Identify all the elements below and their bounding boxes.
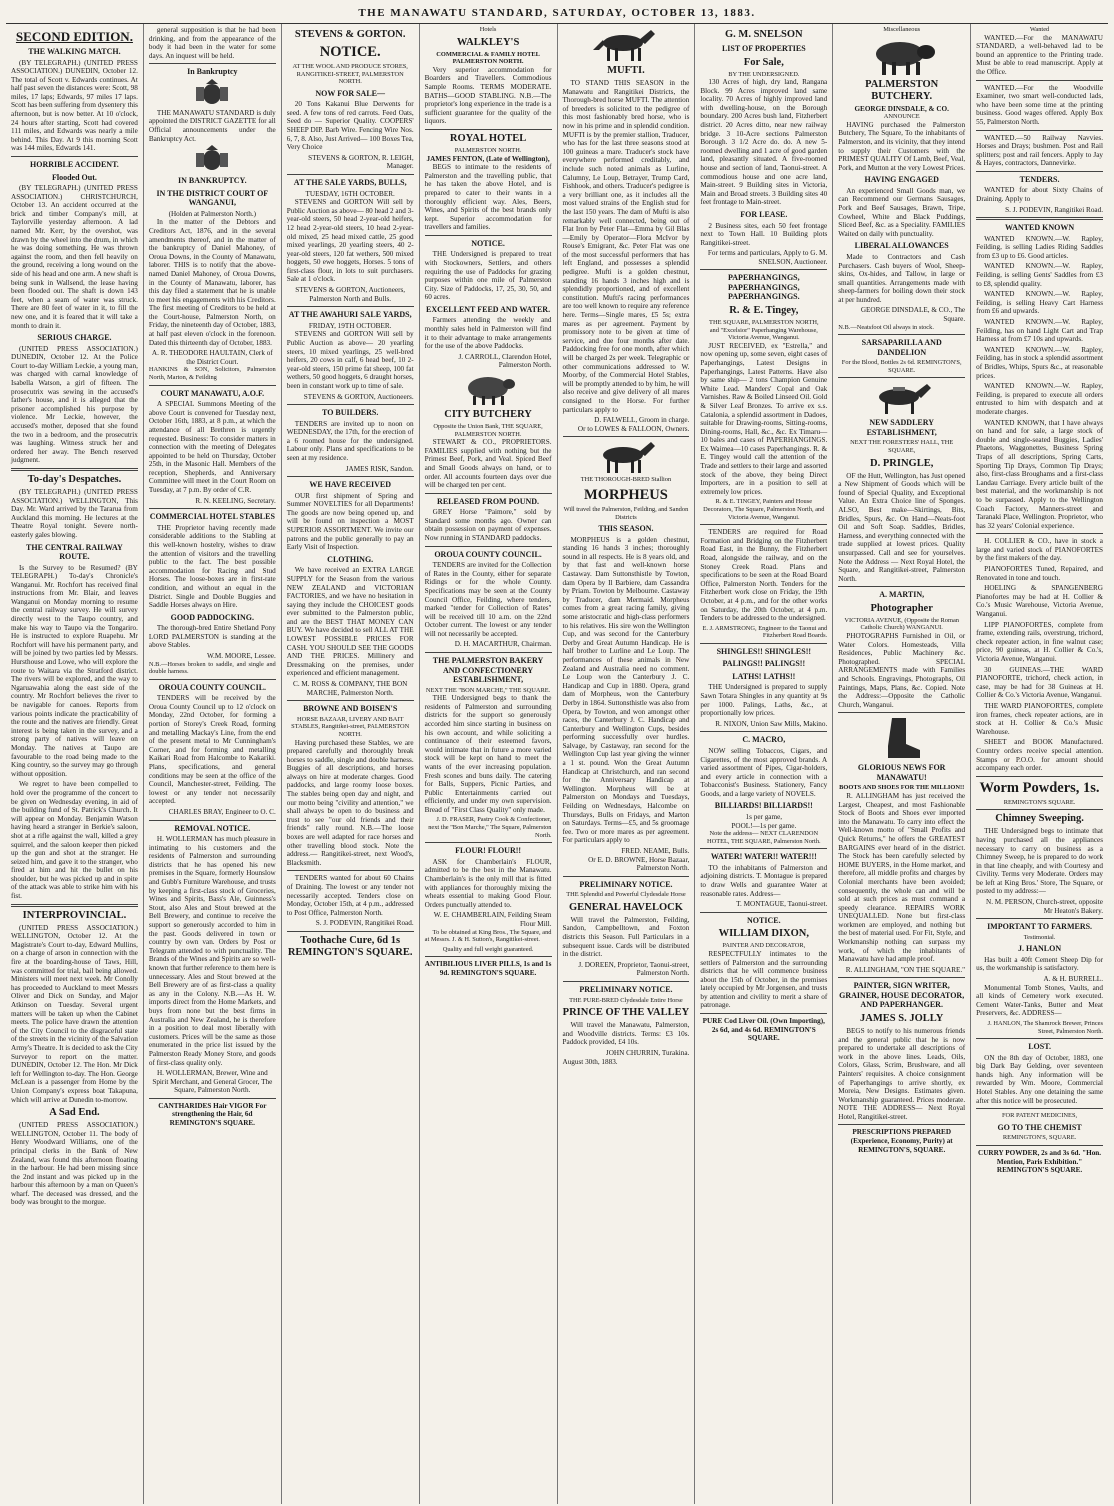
tingey-sign: R. & E. TINGEY, Painters and House Decorators, The Square, Palmerston North, and Victoria Avenue, Wanganui. xyxy=(703,498,825,521)
engaged-heading: HAVING ENGAGED xyxy=(864,175,939,185)
sad-end-heading: A Sad End. xyxy=(49,1107,100,1119)
pringle-text: OF the Hutt, Wellington, has Just opened a New Shipment of Goods which will be found of Special Quality, and Exceptional Value. An Extra Choice line of Sponges. ALSO, Best make—Skirtings, Bits, Bridles, Spurs, &c. On Hand—Neats-foot Oil and Soft Soap. Saddles, Bridles, Harness, and everything connected with the trade supplied at lowest prices. Quality unsurpassed. Call and see for yourselves. Note the Address — Next Royal Hotel, the Square, and Rangitikei-street, Palmerston North. xyxy=(838,471,966,583)
masthead-title: THE MANAWATU STANDARD, SATURDAY, OCTOBER 13, 1883. xyxy=(358,7,756,19)
dixon-sub: PAINTER AND DECORATOR, xyxy=(722,942,806,950)
draining-wanted-text: WANTED for about Sixty Chains of Draining. Apply to xyxy=(976,186,1103,203)
sale-sign: STEVENS & GORTON, R. LEIGH, Manager. xyxy=(308,153,414,171)
mufti-owners: Or to LOWES & FALLOON, Owners. xyxy=(577,424,690,433)
clothing-text: We have received an EXTRA LARGE SUPPLY for the Season from the various NEW ZEALAND and VICTORIAN FACTORIES, and we have no hesitation in saying they include the CHOICEST goods ever submitted to the Palmerston public, and are the BEST THAT MONEY CAN BUY. We have decided to sell ALL AT THE LOWEST POSSIBLE PRICES FOR CASH. YOU SHOULD SEE THE GOODS AND THE PRICES. Millinery and Dressmaking on the premises, under experienced and efficient management. xyxy=(286,566,414,678)
flour-heading: FLOUR! FLOUR!! xyxy=(455,846,522,856)
engaged-text: An experienced Small Goods man, we can Recommend our Germans Sausages, Pork and Beef Sausages, Brawn, Tripe, Cowheel, White and Black Puddings, Sliced Beef, &c. as a Speciality. FAMILIES Waited on daily with punctuality. xyxy=(838,186,966,238)
released-heading: RELEASED FROM POUND. xyxy=(437,496,540,506)
bankruptcy-heading-1: In Bankruptcy xyxy=(187,67,238,77)
wanted-navvies: WANTED.—50 Railway Navvies. Horses and Drays; bushmen. Post and Rail splitters; post and rail fencers. Apply to Jay & Hayes, contractors, Dannevirke. xyxy=(976,133,1103,168)
billiards-sub: 1s per game, xyxy=(745,812,783,821)
ward-text: 30 GUINEAS.—THE WARD PIANOFORTE, trichord, check action, in case, may be had for 38 Guineas at H. Collier & Co.'s Victoria Avenue, Wanganui. xyxy=(976,665,1103,700)
havelock-intro: THE Splendid and Powerful Clydesdale Horse xyxy=(566,891,686,899)
gazette-notice: THE MANAWATU STANDARD is duly appointed the DISTRICT GAZETTE for all Official announcements under the Bankruptcy Act. xyxy=(148,108,276,143)
walking-match-heading: THE WALKING MATCH. xyxy=(28,47,121,56)
pool-line: POOL!—1s per game. xyxy=(731,821,797,830)
wanted-known-5: WANTED KNOWN.—W. Rapley, Feilding, has in stock a splendid assortment of Bridles, Whips, Spurs &c., at reasonable prices. xyxy=(976,345,1103,380)
draining-tenders-text: TENDERS wanted for about 60 Chains of Draining. The lowest or any tender not necessarily accepted. Tenders close on Monday, October 15th, at 4 p.m., addressed to Post Office, Palmerston North. xyxy=(286,874,414,917)
despatches-heading: To-day's Despatches. xyxy=(27,473,122,485)
sarsaparilla-sub: For the Blood, Bottles 2s 6d. REMINGTON'S, SQUARE. xyxy=(841,359,962,374)
this-season: THIS SEASON. xyxy=(598,524,654,534)
paddock-notice-heading: NOTICE. xyxy=(471,238,505,248)
awahuri-sign: STEVENS & GORTON, Auctioneers. xyxy=(303,392,414,401)
interprovincial-heading: INTERPROVINCIAL. xyxy=(22,909,127,921)
lease-list: 2 Business sites, each 50 feet frontage next to Town Hall. 10 Building plots Rangitikei-street. xyxy=(700,221,828,247)
bulls-yards-date: TUESDAY, 16TH OCTOBER. xyxy=(305,189,395,198)
collier-text: H. COLLIER & CO., have in stock a large and varied stock of PIANOFORTES by the first makers of the day. xyxy=(976,537,1103,563)
announce: ANNOUNCE xyxy=(883,113,920,121)
morpheus-heading: MORPHEUS xyxy=(584,486,668,503)
clothing-heading: CLOTHING. xyxy=(327,554,374,564)
horse-icon xyxy=(591,440,661,474)
patent-heading: FOR PATENT MEDICINES, xyxy=(1002,1112,1078,1120)
despatches-text: (BY TELEGRAPH.) (UNITED PRESS ASSOCIATION.) WELLINGTON, This Day. Mr. Ward arrived by the Tararua from Auckland this morning. He lectures at the Theatre Royal tonight. Severe north-easterly gales blowing. xyxy=(11,487,138,539)
notice-heading: NOTICE. xyxy=(319,44,381,60)
stables-text: THE Proprietor having recently made considerable additions to the Stabling at this well-known hostelry, wishes to draw the attention of visitors and the travelling public to the fact. The best possible accommodation for Racing and Stud Horses. The loose-boxes are in first-rate condition, and without an equal in the District. Single and Double Buggies and Saddle Horses always on Hire. xyxy=(148,523,276,610)
prince-intro: THE PURE-BRED Clydesdale Entire Horse xyxy=(569,996,683,1004)
photographer-heading: Photographer xyxy=(870,602,933,614)
dixon-notice: NOTICE. xyxy=(747,915,781,925)
paddocking-heading: GOOD PADDOCKING. xyxy=(170,612,255,622)
district-court-text: In the matter of the Debtors and Creditors Act, 1876, and in the several amendments thereof, and in the matter of the bankruptcy of Daniel Mahoney, of Oroua Downs, in the County of Manawatu, laborer. THIS is to notify that the above-named Daniel Mahoney, of Oroua Downs, in the County of Manawatu, laborer, has this day filed a statement that he is unable to meet his engagements with his Creditors. The first meeting of Creditors to be held at the Court-house, Palmerston North, on Friday, the nineteenth day of October, 1883, at half past eleven o'clock in the forenoon. Dated this thirteenth day of October, 1883. xyxy=(148,218,276,347)
butchery-text: HAVING purchased the Palmerston Butchery, The Square, To the inhabitants of Palmerston, and its vicinity, that they intend to supply their Customers with the PRIMEST QUALITY Of Lamb, Beef, Veal, Pork, and Mutton at the very Lowest Prices. xyxy=(838,120,966,172)
royal-hotel-heading: ROYAL HOTEL xyxy=(449,132,527,144)
bull-icon xyxy=(862,36,942,76)
column-8 xyxy=(971,24,1108,1504)
serious-charge-text: (UNITED PRESS ASSOCIATION.) DUNEDIN, October 12. At the Police Court to-day William Leckie, a young man, was charged with carnal knowledge of Isabella Watson, a girl of fifteen. The prosecutrix was sewing in the accused's father's house, and it is alleged that the prisoner accomplished his purpose by violence. Mr Leckie, however, the accused's mother, deposed that she found the two in a bedroom, and the prosecutrix was laughing. Witness struck her and ordered her away. The Bench reserved judgment. xyxy=(11,344,138,465)
list-heading: LIST OF PROPERTIES xyxy=(721,44,806,53)
macro-heading: C. MACRO, xyxy=(742,735,786,745)
walkleys-sub: COMMERCIAL & FAMILY HOTEL PALMERSTON NORTH. xyxy=(436,50,540,66)
wanted-known-heading: WANTED KNOWN xyxy=(1005,223,1075,233)
tingey-text: JUST RECEIVED, ex "Estrella," and now opening up, some seven, eight cases of Paperhangings, Latest Designs in Paperhangings, Latest Patterns. Have also by same ship— 2 tons Champion Genuine White Lead. Manders' Copal and Oak Varnishes. Raw & Boiled Linseed Oil. Gold & Silver Leaf Bronzes. To arrive ex s.s. Catalonia, a splendid assortment in Dadoes, suitable for Drawing-rooms, Sitting-rooms, Dining-rooms, Hall, &c., &c. Ex Timaru— 10 bales and cases of PAPERHANGINGS. Ex Waimea—10 cases Paperhangings. R. & E. Tingey would call the attention of the Trade and settlers to their large and assorted stock of the above, they being Direct Importers, are in a position to sell at extremely low prices. xyxy=(700,341,828,496)
jolly-heading: JAMES S. JOLLY xyxy=(860,1012,944,1024)
wanted-known-1: WANTED KNOWN.—W. Rapley, Feilding, is selling Ladies Riding Saddles from £3 up to £6. Good articles. xyxy=(976,234,1103,260)
allingham-sign: R. ALLINGHAM, "ON THE SQUARE." xyxy=(845,965,966,974)
dixon-text: RESPECTFULLY intimates to the settlers of Palmerston and the surrounding districts that he will commence business about the 15th of October, in the premises lately occupied by Mr Jorgensen, and trusts by attention and civility to merit a share of patronage. xyxy=(700,949,828,1010)
accident-heading: HORRIBLE ACCIDENT. xyxy=(30,160,119,170)
lease-sign: For terms and particulars, Apply to G. M. SNELSON, Auctioneer. xyxy=(707,249,828,266)
palings-heading: PALINGS!! PALINGS!! xyxy=(722,659,806,669)
city-butchery-text: STEWART & CO., PROPRIETORS. FAMILIES supplied with nothing but the Primest Beef, Pork, and Veal. Spiced Beef and Small Goods always on hand, or to order. All accounts fourteen days over due will be charged ten per cent. xyxy=(424,438,552,490)
farmers-heading: IMPORTANT TO FARMERS. xyxy=(987,922,1093,932)
dixon-heading: WILLIAM DIXON, xyxy=(718,928,810,940)
by-undersigned: BY THE UNDERSIGNED. xyxy=(728,70,800,78)
shingles-text: THE Undersigned is prepared to supply Sawn Totara Shingles in any quantity at 9s per 1000. Palings, Laths, &c., at proportionally low prices. xyxy=(700,683,828,718)
hoeling-text: HOELING & SPANGENBERG Pianofortes may be had at H. Collier & Co.'s Music Warehouse, Victoria Avenue, Wanganui. xyxy=(976,584,1103,619)
bazaar-heading: BROWNE AND BOISEN'S xyxy=(303,704,398,714)
received-heading: WE HAVE RECEIVED xyxy=(309,480,392,490)
district-court-clerk: A. R. THEODORE HAULTAIN, Clerk of the District Court. xyxy=(151,349,273,366)
oroua-rates-heading: OROUA COUNTY COUNCIL. xyxy=(434,549,542,559)
martin-text: PHOTOGRAPHS Furnished in Oil, or Water Colors. Homesteads, Villa Residences, Public Machinery &c. Photographed. SPECIAL ARRANGEMENTS made with Families and Schools. Engravings, Photographs, Oil Paintings, Maps, Plans, &c. Copied. Note the Address:—Opposite the Catholic Church, Wanganui. xyxy=(838,632,966,709)
chimney-text: THE Undersigned begs to intimate that having purchased all the appliances necessary to carry on business as a Chimney Sweep, he is prepared to do work in that line cheaply, and with Courtesy and Civility. Terms very Moderate. Orders may be left at King Bros.' Store, The Square, or posted to my address:— xyxy=(976,827,1103,896)
clothing-sign: C. M. ROSS & COMPANY, THE BON MARCHE, Palmerston North. xyxy=(293,680,408,697)
palmerston-butchery-heading: PALMERSTON BUTCHERY. xyxy=(865,78,939,102)
paperhangings-heading: PAPERHANGINGS, PAPERHANGINGS, PAPERHANGINGS. xyxy=(727,273,800,302)
havelock-heading: GENERAL HAVELOCK xyxy=(569,901,683,913)
laths-heading: LATHS! LATHS!! xyxy=(732,671,796,681)
toothache-ad: Toothache Cure, 6d 1s REMINGTON'S SQUARE. xyxy=(287,934,413,958)
wanted-known-4: WANTED KNOWN.—W. Rapley, Feilding, has on hand Light Cart and Trap Harness at from £7 10s and upwards. xyxy=(976,318,1103,344)
curry-powder-ad: CURRY POWDER, 2s and 3s 6d. "Hon. Mention, Paris Exhibition." REMINGTON'S SQUARE. xyxy=(978,1148,1102,1175)
flour-sign: W. E. CHAMBERLAIN, Feilding Steam Flour Mill. xyxy=(433,911,552,928)
wanted-known-7: WANTED KNOWN, that I have always on hand and for sale, a large stock of double and single-seated Buggies, Ladies' Phaetons, Waggonettes, Business Spring Traps of all descriptions, Spring Carts, Sporting Tip Drays, Common Tip Drays; also, first-class Broughams and a first-class Landau Carriage. Every article built of the best material, and the workmanship is not to be surpassed. Apply to the Wellington Coach Factory, Manners-street and Taranaki Place, Wellington. Proprietor, who has 32 years' Colonial experience. xyxy=(976,418,1103,530)
builders-heading: TO BUILDERS. xyxy=(322,408,379,418)
shingles-heading: SHINGLES!! SHINGLES!! xyxy=(716,646,812,656)
bakery-text: THE Undersigned begs to thank the residents of Palmerston and surrounding districts for the support so generously accorded him since starting in business on his own account, and while soliciting a continuance of their esteemed favors, would intimate that in future a more varied stock will be kept on hand to meet the wants of the ever increasing population. Fresh scones and buns daily. The catering for Balls, Suppers, Picnic Parties, and Public Entertainments carried out efficiently, and under my own supervision. Bread of "First Class Quality" only made. xyxy=(424,694,552,814)
chimney-sign: N. M. PERSON, Church-street, opposite Mr Heaton's Bakery. xyxy=(986,898,1103,915)
saddlery-sub: NEXT THE FORESTERS' HALL, THE SQUARE, xyxy=(850,439,954,455)
walkleys-text: Very superior accommodation for Boarders and Travellers. Commodious Sample Rooms. TERMS MODERATE. BATHS—GOOD STABLING. N.B.—The proprietor's long experience in the trade is a sufficient guarantee for the quality of the liquors. xyxy=(424,65,552,126)
allowances-text: Made to Contractors and Cash Purchasers. Cash buyers of Wool, Sheep-skins, Ox-hides, and Tallow, in large or small quantities. Arrangements made with sheep-farmers for boiling down their stock at per hundred. xyxy=(838,252,966,304)
hanlon-more: Monumental Tomb Stones, Vaults, and all kinds of Cemetery work executed. Cement Water-Tanks, Butter and Meat Preservers, &c. ADDRESS— xyxy=(976,983,1103,1018)
sheep-icon xyxy=(458,372,518,406)
wanted-printers: WANTED.—For the Woodville Examiner, two smart well-conducted lads, who have been some time at the printing business. Good wages offered. Apply Box 55, Palmerston North. xyxy=(976,83,1103,126)
worm-powders-heading: Worm Powders, 1s. xyxy=(979,779,1100,796)
for-sale-heading: For Sale, xyxy=(743,56,784,68)
column-4 xyxy=(420,24,558,1504)
bakery-heading: THE PALMERSTON BAKERY AND CONFECTIONERY ESTABLISHMENT, xyxy=(432,656,544,685)
miscellaneous-heading: Miscellaneous xyxy=(883,26,921,33)
hanlon-heading: J. HANLON xyxy=(1018,944,1062,954)
wanted-heading: Wanted xyxy=(1029,26,1050,33)
water-sign: T. MONTAGUE, Taonui-street. xyxy=(736,900,828,909)
awahuri-list: STEVENS and GORTON Will sell by Public Auction as above— 20 yearling steers, 10 mixed yearlings, 25 well-bred heifers, 20 cows in calf, 6 head beef, 10 2-year-old steers, 150 prime fat sheep, 100 fat wethers, 50 good hoggets, 6 draught horses, been in constant work up to time of sale. xyxy=(286,330,414,390)
for-lease-heading: FOR LEASE. xyxy=(740,210,788,219)
aof-heading: COURT MANAWATU, A.O.F. xyxy=(160,388,265,398)
district-court-solicitors: HANKINS & SON, Solicitors, Palmerston North, Marton, & Feilding xyxy=(148,366,276,382)
stores-line: AT THE WOOL AND PRODUCE STORES, xyxy=(292,63,408,70)
macro-text: NOW selling Tobaccos, Cigars, and Cigarettes, of the most approved brands. A varied assortment of Pipes, Cigar-holders, and every article in connection with a Tobacconist's Business. Stationery, Fancy Goods, and a large variety of NOVELS. xyxy=(700,746,828,798)
bazaar-text: Having purchased these Stables, we are prepared carefully and thoroughly break horses to saddle, single and double harness. Buggies of all descriptions, and horses always on hire at moderate charges. Good paddocks, and large roomy loose boxes. The stables being open day and night, and our motto being "civility and attention," we shall always be open to do business and trust to see "our old friends and their friends" rally round. N.B.—The loose boxes are well adapted for race horses and other travelling blood stock. Note the address.— Rangitikei-street, next Wood's, Blacksmith. xyxy=(286,738,414,867)
accident-text: (BY TELEGRAPH.) (UNITED PRESS ASSOCIATION.) CHRISTCHURCH, October 13. An accident occurred at the brick and timber Company's mill, at Taylorville yesterday afternoon. A lad named Mr. Kerr, by the overshot, was drawn by the wheel into the drum, in which he was doing something. He was thrown against the room, and then fell heavily on the ground, receiving a long wound on the side of his head and one arm. A new shaft is being sunk in Wallsend, the lease having been flooded out. The shaft is down 143 feet, when a seam of water was struck. There are 80 feet of water in it, to fill the new one, and it is feared that it will take a month to drain it. xyxy=(11,184,138,330)
hanlon-sign: A. & H. BURRELL. xyxy=(1043,975,1103,984)
morpheus-or: Or E. D. BROWNE, Horse Bazaar, Palmerston North. xyxy=(588,855,690,873)
martin-heading: A. MARTIN, xyxy=(879,590,925,600)
paddock-notice-text: THE Undersigned is prepared to treat with Stockowners, Settlers, and others requiring the use of Paddocks for grazing purposes within one mile of Palmerston City. Size of Paddocks, 17, 25, 30, 50, and 60 acres. xyxy=(424,250,552,302)
bankruptcy-heading-2: IN BANKRUPTCY. xyxy=(178,176,247,186)
walking-match-text: (BY TELEGRAPH.) (UNITED PRESS ASSOCIATION.) DUNEDIN, October 12. The total of Scott v. Edwards continues. At half past seven the distances were: Scott, 98 miles, 17 laps; Edwards, 97 miles 17 laps. Scott has been suffering from dysentery this afternoon, but is now better. At 10 o'clock, 24 hours after starting, Scott had covered 111 miles, and Edwards was nearly a mile behind. This Day. At 9 this morning Scott was 144 miles, Edwards 141. xyxy=(11,58,138,153)
paddocking-nb: N.B.—Horses broken to saddle, and single and double harness. xyxy=(148,660,276,676)
pringle-heading: D. PRINGLE, xyxy=(870,457,934,469)
morpheus-text: MORPHEUS is a golden chestnut, standing 16 hands 3 inches; thoroughly sound in all respects. He is 8 years old, and by that fast and well-known horse Castaway. Dam Suttonsthistle by Towton, dam Opera by Il Barbiere, dam Cassandra by Priam. Towton by Melbourne. Castaway by Traducer, dam Mermaid. Morpheus comes from a great racing family, giving some aristocratic and high-class performers to his relatives. His sire won the Wellington Cup, and was second for the Canterbury Derby and Great Autumn Handicap. He is half brother to Lurline and Le Loup. The performances of these animals in New Zealand and Australia need no comment. Le Loup won the Canterbury J. C. Handicap and Cup in 1880. Opera, grand dam of Morpheus, won the Canterbury Derby in 1864. Suttonsthistle was also from Opera, by Towton, and won amongst other races, the Canterbury J. C. Handicap and Canterbury and Wellington Cups, besides performing successfully over hurdles. Salvage, by Castaway, ran second for the Wellington Cup last year giving the winner a 1 st. pound. Won the Great Autumn Handicap at Christchurch, and ran second for the Anniversary Handicap at Wellington. Morpheus will be at Palmerston on Mondays and Tuesdays, Feilding on Wednesdays, Halcombe on Thursdays, Bulls on Fridays, and Marton on Saturdays. Terms—£5, and 5s groomage fee. Two or more mares as per agreement. For particulars apply to xyxy=(562,535,690,845)
prince-heading: PRINCE OF THE VALLEY xyxy=(562,1007,690,1019)
testimonial-heading: Testimonial. xyxy=(1023,933,1056,941)
awahuri-date: FRIDAY, 19TH OCTOBER. xyxy=(308,321,392,330)
lipp-text: LIPP PIANOFORTES, complete from frame, extending rails, overstrung, trichord, check repeater action, in fine walnut case; price, 90 guineas, at H. Collier & Co.'s, Victoria Avenue, Wanganui. xyxy=(976,620,1103,663)
city-butchery-heading: CITY BUTCHERY xyxy=(444,409,532,420)
ward2-text: THE WARD PIANOFORTES, complete iron frames, check repeater actions, are in stock at H. Collier & Co.'s Music Warehouse. xyxy=(976,701,1103,736)
royal-hotel-owner: JAMES FENTON, (Late of Wellington), xyxy=(426,154,550,163)
interprovincial-text: (UNITED PRESS ASSOCIATION.) WELLINGTON, October 12. At the Magistrate's Court to-day, Edward Mullins, on a charge of arson in connection with the fire at the boarding-house of Taws, Hill, was committed for trial, bail being allowed. Ministers will meet next week. Mr Conolly has proceeded to Auckland to meet Messrs Oliver and Dick on Sunday, and Major Atkinson on Tuesday. Several urgent matters will be taken up when the Cabinet meets. The police have drawn the attention of the City Council to the disgraceful state of the streets in the vicinity of the Salvation Army's Theatre. It is decided to ask the City Surveyor to report on the matter. DUNEDIN, October 12. The Hon. Mr Dick left for Wellington to-day. The Hon. George McLean is a passenger from Home by the Union Company's express boat Takapuna, which will arrive at Dunedin to-morrow. xyxy=(11,923,138,1104)
road-tenders-text: TENDERS are required for Road Formation and Bridging on the Fitzherbert Road East, in the Bunny, the Fitzherbert Road, alongside the railway, and on the Stoney Creek Road. Plans and specifications to be seen at the Road Board Office, Palmerston North. Tenders for the Fitzherbert work close on Friday, the 19th October, at 4 p.m., and for the other works on Saturday, the 20th October, at 4 p.m. Tenders to be addressed to the undersigned. xyxy=(700,528,828,623)
prescriptions-ad: PRESCRIPTIONS PREPARED (Experience, Economy, Purity) at REMINGTON'S, SQUARE. xyxy=(850,1128,953,1154)
feed-heading: EXCELLENT FEED AND WATER. xyxy=(426,304,551,314)
prelim-heading-1: PRELIMINARY NOTICE. xyxy=(579,879,673,889)
sheet-text: SHEET and BOOK Manufactured. Country orders receive special attention. Stamps or P.O.O. for amount should accompany each order. xyxy=(976,738,1103,773)
water-text: TO the inhabitants of Palmerston and adjoining districts. T. Montague is prepared to draw Wells and guarantee Water at reasonable rates. Address— xyxy=(700,863,828,898)
column-2 xyxy=(144,24,282,1504)
stevens-gorton-heading: STEVENS & GORTON. xyxy=(294,29,406,40)
removal-heading: REMOVAL NOTICE. xyxy=(174,823,251,833)
paddocking-sign: W.M. MOORE, Lessee. xyxy=(206,651,276,660)
local-text: We regret to have been compelled to hold over the programme of the concert to be given on Wednesday evening, in aid of the building fund of St. Patrick's Church. It will appear on Monday. Benjamin Watson having heard a stranger in Berkie's saloon, shot at a rifle against the wall, killed a grey squirrel, and the saloon keeper then picked up the gun and shot at the stranger. He seized him, and gave it to the stranger, who fired at him and hit the bullet on his shoulder, but he was picked up and in spite of the attack was able to strike him with his fist. xyxy=(11,780,138,901)
aof-sign: R. N. KEELING, Secretary. xyxy=(195,496,276,505)
tingey-heading: R. & E. Tingey, xyxy=(729,304,799,316)
boot-icon xyxy=(882,716,922,760)
royal-hotel-text: BEGS to intimate to the residents of Palmerston and the travelling public, that he has taken the above Hotel, and is prepared to cater to their wants in a thoroughly efficient way. Ales, Beers, Wines, and Spirits of the best brands only kept. Superior accommodation for travellers and families. xyxy=(424,163,552,232)
flour-quality: Quality and full weight guaranteed. xyxy=(442,945,534,953)
royal-crest-icon xyxy=(192,145,232,173)
morpheus-sub: Will travel the Palmerston, Feilding, and Sandon Districts xyxy=(563,505,689,521)
royal-crest-icon xyxy=(192,79,232,107)
allowances-heading: LIBERAL ALLOWANCES xyxy=(854,241,949,251)
wanted-known-2: WANTED KNOWN.—W. Rapley, Feilding, is selling Gents' Saddles from £3 to £8, splendid quality. xyxy=(976,262,1103,288)
sarsaparilla-heading: SARSAPARILLA AND DANDELION xyxy=(861,338,942,357)
masthead xyxy=(6,4,1108,24)
snelson-heading: G. M. SNELSON xyxy=(725,29,803,40)
cantharides-ad: CANTHARIDES Hair VIGOR For strengthening the Hair, 6d REMINGTON'S SQUARE. xyxy=(158,1101,267,1128)
wanted-known-3: WANTED KNOWN.—W. Rapley, Feilding, is selling Heavy Cart Harness from £6 and upwards. xyxy=(976,290,1103,316)
mufti-sign: D. FALWELL, Groom in charge. xyxy=(594,416,690,425)
stables-heading: COMMERCIAL HOTEL STABLES xyxy=(149,512,275,522)
road-tenders-sign: E. J. ARMSTRONG, Engineer to the Taonui and Fitzherbert Road Boards. xyxy=(702,624,828,640)
martin-address: VICTORIA AVENUE, (Opposite the Roman Catholic Church) WANGANUI. xyxy=(844,616,959,632)
jolly-text: BEGS to notify to his numerous friends and the general public that he is now prepared to undertake all descriptions of work in the above lines. Leads, Oils, Colors, Glass, Scrim, Brushware, and all Painters' requisites. A choice consignment of Paperhangings to arrive shortly, ex Moreia, New Designs. Estimates given. Workmanship guaranteed. Prices moderate. NOTE THE ADDRESS— Next Royal Hotel, Rangitikei-street. xyxy=(838,1026,966,1121)
sad-end-text: (UNITED PRESS ASSOCIATION.) WELLINGTON, October 11. The body of Henry Woodward Williams, one of the principal clerks in the Bank of New Zealand, was found this afternoon floating in the harbour. He had been missing since the 2nd instant and was picked up in the harbour this afternoon by a man on Queen's wharf. The deceased was dressed, and the body was brought to the morgue. xyxy=(11,1121,138,1207)
tingey-and: and "Excelsior" Paperhanging Warehouse, Victoria Avenue, Wanganui. xyxy=(709,326,818,342)
columns xyxy=(6,24,1108,1504)
hotels-heading: Hotels xyxy=(479,26,497,33)
neatsfoot-nb: N.B.—Neatsfoot Oil always in stock. xyxy=(838,323,934,331)
allingham-text: R. ALLINGHAM has just received the Largest, Cheapest, and most Fashionable Stock of Boots and Shoes ever imported into the Manawatu. To carry into effect the Well-known motto of "Small Profits and Quick Returns," he offers the GREATEST BARGAINS ever heard of in the district. The Stock has been carefully selected by HOME BUYERS, in the Home market, and therefore, all middle profits and charges by Colonial merchants have been avoided; consequently, the whole can and will be sold at such prices as must command a speedy clearance. REPAIRS WORK UNEQUALLED. None but first-class workmen are employed, and nothing but the best of material used. For Fit, Style, and Workmanship nothing can surpass my work, of which the inhabitants of Manawatu have had ample proof. xyxy=(838,791,966,964)
received-text: OUR first shipment of Spring and Summer NOVELTIES for all Departments! The goods are now being opened up, and will be found on inspection a MOST SUPERIOR ASSORTMENT. We invite our patrons and the public generally to pay an Early Visit of Inspection. xyxy=(286,491,414,552)
bulls-yards-sign: STEVENS & GORTON, Auctioneers, Palmerston North and Bulls. xyxy=(295,286,406,303)
railway-heading: THE CENTRAL RAILWAY ROUTE. xyxy=(26,542,123,561)
oroua-rates-sign: D. H. MACARTHUR, Chairman. xyxy=(454,640,552,649)
column-6 xyxy=(695,24,833,1504)
tingey-sub: THE SQUARE, PALMERSTON NORTH, xyxy=(709,318,819,326)
prince-text: Will travel the Manawatu, Palmerston, and Woodville districts. Terms: £3 10s. Paddock provided, £4 10s. xyxy=(562,1021,690,1047)
morpheus-intro: THE THOROUGH-BRED Stallion xyxy=(580,476,672,484)
havelock-text: Will travel the Palmerston, Feilding, Sandon, Campbelltown, and Foxton districts this Season. Full Particulars in a subsequent issue. Cards will be distributed in the district. xyxy=(562,915,690,959)
liver-pills-ad: ANTIBILIOUS LIVER PILLS, 1s and 1s 9d. REMINGTON'S SQUARE. xyxy=(424,960,552,977)
aof-text: A SPECIAL Summons Meeting of the above Court is convened for Tuesday next, October 16th, 1883, at 8 p.m., at which the attendance of all Brethren is urgently requested. Business: To consider matters in connection with the meeting of Delegates appointed to be held on Thursday, October 25th, in the Masonic Hall. Members of the reception, Shepherds, and Anniversary Committee will meet in the Court Room on Tuesday, at 7 p.m. By order of C.R. xyxy=(148,400,276,495)
saddle-horse-icon xyxy=(867,381,937,415)
wanted-apprentice: WANTED.—For the MANAWATU STANDARD, a well-behaved lad to be bound an apprentice to the Printing trade. Must be able to read manuscript. Apply at the Office. xyxy=(976,33,1103,76)
second-edition-heading: SECOND EDITION. xyxy=(15,29,133,44)
walkleys-heading: WALKLEY'S xyxy=(456,36,520,48)
removal-sign: H. WOLLERMAN, Brewer, Wine and Spirit Merchant, and General Grocer, The Square, Palmerston North. xyxy=(152,1069,273,1095)
draining-tenders-heading: TENDERS. xyxy=(1019,174,1060,184)
district-court-heading: IN THE DISTRICT COURT OF WANGANUI, xyxy=(156,188,269,208)
billiards-heading: BILLIARDS! BILLIARDS!! xyxy=(714,801,813,811)
oroua-rates-text: TENDERS are invited for the Collection of Rates in the County, either for separate Ridings or for the whole County. Specifications may be seen at the County Council Office, Feilding, where tenders, marked "tender for Collection of Rates" will be received till 10 a.m. on the 22nd October current. The lowest or any tender will not necessarily be accepted. xyxy=(424,561,552,638)
prelim-heading-2: PRELIMINARY NOTICE. xyxy=(579,985,673,995)
prince-date: August 30th, 1883. xyxy=(562,1057,618,1066)
draining-tenders-sign: S. J. PODEVIN, Rangitikei Road. xyxy=(315,919,414,928)
havelock-sign: J. DOREEN, Proprietor, Taonui-street, Palmerston North. xyxy=(578,960,690,978)
goto-chemist: GO TO THE CHEMIST xyxy=(997,1122,1082,1132)
worm-powders-sub: REMINGTON'S SQUARE. xyxy=(1003,798,1076,806)
feed-sign: J. CARROLL, Clarendon Hotel, Palmerston North. xyxy=(458,352,552,370)
chimney-heading: Chimney Sweeping. xyxy=(995,813,1084,825)
wanted-known-6: WANTED KNOWN.—W. Rapley, Feilding, is prepared to execute all orders entrusted to him with despatch and at moderate charges. xyxy=(976,382,1103,416)
mufti-text: TO STAND THIS SEASON in the Manawatu and Rangitikei Districts, the Thorough-bred horse MUFTI. The attention of breeders is solicited to the pedigree of this most fashionably bred horse, who is now in his prime and in splendid condition. MUFTI is by the premier stallion, Traducer, who has for the last three seasons stood at 100 guineas a mare. Traducer's stock have everywhere performed creditably, and include such noted animals as Lurline, Calumny, Le Loup, Betrayer, Trump Card, Fishhook, and others. Traducer's pedigree is a very brilliant one, as it includes all the most valued strains of the English stud for the last 150 years. The dam of Mufti is also remarkably well connected, being out of Flat Iron by Peter Flat—Emma by Gil Blas—Emily by Operator—Flora McIvor by Rouse's Emigrant, &c. Peter Flat was one of the most successful performers that has left England, and possesses a splendid pedigree. Mufti is a golden chestnut, standing 16 hands 3 inches high and is splendidly proportioned, and of excellent constitution. Mufti's racing performances are too well known to require any reference here. Terms—Single mares, £5 5s; extra mares as per agreement. Payment by promissory note to be given at time of service, and due four months after date. Paddocking free for one month, after which will be charged 2s per week. Telegraphic or other communications addressed to W. Moorby, of the Commercial Hotel Stables, will be promptly attended to by him, he will also receive and give delivery of all mares consigned to the Horse. For further particulars apply to xyxy=(562,79,690,414)
bakery-sub: NEXT THE "BON MARCHE," THE SQUARE. xyxy=(425,686,551,694)
flour-obtain: To be obtained at King Bros., The Square, and at Messrs. J. & H. Sutton's, Rangitikei-street. xyxy=(424,928,552,944)
morpheus-sign: FRED. NEAME, Bulls. xyxy=(621,847,690,855)
bakery-sign: J. D. FRASER, Pastry Cook & Confectioner, next the "Bon Marche," The Square, Palmerston North. xyxy=(428,816,552,839)
flour-text: ASK for Chamberlain's FLOUR, admitted to be the best in the Manawatu. Chamberlain's is the only mill that is fitted with appliances for thoroughly mixing the wheats essential to making Good Flour. Orders punctually attended to. xyxy=(424,857,552,909)
city-butchery-sub: Opposite the Union Bank, THE SQUARE, PALMERSTON NORTH. xyxy=(433,423,543,438)
lost-heading: LOST. xyxy=(1028,1042,1051,1052)
feed-text: Farmers attending the weekly and monthly sales held in Palmerston will find it to their advantage to make arrangements for the use of the above Paddocks. xyxy=(424,316,552,351)
cod-liver-ad: PURE Cod Liver Oil. (Own Importing), 2s 6d, and 4s 6d. REMINGTON'S SQUARE. xyxy=(702,1017,825,1043)
column-1 xyxy=(6,24,144,1504)
builders-sign: JAMES RISK, Sandon. xyxy=(345,464,414,473)
royal-hotel-sub: PALMERSTON NORTH. xyxy=(454,146,522,154)
pianofortes-text: PIANOFORTES Tuned, Repaired, and Renovated in tone and touch. xyxy=(976,565,1103,582)
oroua-text: TENDERS will be received by the Oroua County Council up to 12 o'clock on Monday, 22nd October, for forming a portion of Storey's Creek Road, forming and metalling Mackay's Line, from the end of the present metal to Mr Cunningham's Corner, and for forming and metalling Kaikari Road from Halcombe to Kakariki. Plans, specifications, and general conditions may be seen at the office of the Council, Manchester-street, Feilding. The lowest or any tender not necessarily accepted. xyxy=(148,694,276,806)
now-for-sale: NOW FOR SALE— xyxy=(315,88,385,98)
flooded-heading: Flooded Out. xyxy=(51,172,97,182)
oroua-heading: OROUA COUNTY COUNCIL. xyxy=(158,682,267,692)
bazaar-sub: HORSE BAZAAR, LIVERY AND BAIT STABLES, Rangitikei-street, PALMERSTON NORTH. xyxy=(291,715,410,738)
hanlon-address: J. HANLON, The Shamrock Brewer, Princes Street, Palmerston North. xyxy=(987,1020,1103,1035)
mufti-heading: MUFTI. xyxy=(607,65,645,76)
paddocking-text: The thorough-bred Entire Shetland Pony LORD PALMERSTON is standing at the above Stables. xyxy=(148,624,276,650)
bulls-yards-heading: AT THE SALE YARDS, BULLS, xyxy=(293,178,407,188)
serious-charge-heading: SERIOUS CHARGE. xyxy=(37,333,112,343)
column-3 xyxy=(282,24,420,1504)
goto-chemist-sub: REMINGTON'S, SQUARE. xyxy=(1002,1134,1077,1142)
column-5 xyxy=(558,24,696,1504)
stores-address: RANGITIKEI-STREET, PALMERSTON NORTH. xyxy=(296,70,404,86)
hanlon-text: Has built a 40ft Cement Sheep Dip for us, the workmanship is satisfactory. xyxy=(976,955,1103,973)
horse-icon xyxy=(591,28,661,62)
inquest-text: general supposition is that he had been drinking, and from the appearance of the body it had been in the water for some days. An inquest will be held. xyxy=(148,26,276,60)
sale-list: 20 Tons Kakanui Blue Derwents for seed. A few tons of red carrots. Feed Oats, Seed do — Superior Quality. COOPERS' SHEEP DIP. Barb Wire. Fencing Wire Nos. 6, 7, 8. Also, Just Arrived— 100 Boxes Tea, Very Choice xyxy=(286,100,414,152)
awahuri-heading: AT THE AWAHURI SALE YARDS, xyxy=(288,310,412,320)
district-court-sub: (Holden at Palmerston North.) xyxy=(168,209,257,218)
released-text: GREY Horse "Paimore," sold by Standard some months ago. Owner can obtain possession on payment of expenses. Now running in STANDARD paddocks. xyxy=(424,508,552,543)
water-heading: WATER! WATER!! WATER!!! xyxy=(710,852,817,862)
lost-text: ON the 8th day of October, 1883, one big Dark Bay Gelding, over seventeen hands high. Any information will be rewarded by Wm. Moore, Commercial Hotel Stables. Any one detaining the same after this notice will be prosecuted. xyxy=(976,1053,1103,1105)
draining-wanted-sign: S. J. PODEVIN, Rangitikei Road. xyxy=(1005,205,1103,214)
butchery-owners: GEORGE DINSDALE, & CO. xyxy=(854,104,949,113)
properties-list: 130 Acres of high, dry land, Rangana Block. 99 Acres improved land same locality. 70 Acres of highly improved land with dwelling-house, on the Borough boundary. 200 Acres bush land, Fitzherbert district. 20 Acres ditto, near new railway bridge. 3 10-Acre sections Palmerston Borough. 3 1/2 Acre do. do. A new 5-roomed dwelling and 1 acre of good garden land, pleasantly situated. A five-roomed house and section of land, Taonui-street. A commodious house and one acre land, Main-street. 9 Building sites in Victoria, Main and Broad streets. 3 Building sites 40 feet frontage to Main-street. xyxy=(700,78,828,207)
removal-text: H. WOLLERMAN has much pleasure in intimating to his customers and the residents of Palmerston and surrounding districts that he has opened his new premises in the Square, formerly Hounslow and Gubb's Furniture Warehouse, and trusts by keeping a first-class stock of Groceries, Wines and Spirits, Bass's Ale, Guinness's Stout, also Ales and Stout brewed at the Bell Brewery, and continue to receive the support so generously accorded to him in the past. Goods delivered in town or country by own van. Orders by Post or Telegram attended to with punctuality. The Brands of the Wines and Spirits are so well-known that further reference to them here is unnecessary. Ales and Stout brewed at the Bell Brewery are of as first-class a quality as any in the Colony. N.B.—As H. W. imports direct from the Home Markets, and buys from none but the best firms in Australia and New Zealand, he is therefore in a position to deal most liberally with customers. Prices will be the same as those enumerated in the price list issued by the Palmerston Ready Money Store, and goods of first-class quality only. xyxy=(148,835,276,1067)
prince-sign: JOHN CHURRIN, Turakina. xyxy=(605,1048,690,1057)
railway-text: Is the Survey to be Resumed? (BY TELEGRAPH.) To-day's Chronicle's Wanganui. Mr. Rochfort has received final instructions from Mr. Blair, and leaves Wanganui on Monday morning to resume the central railway survey. He will survey directly west to the Taupo country, and make his way to Taupo via the Tongariro. He is instructed to explore Ruapehu. Mr Rochfort will have his permanent party, and will be joined by two parties led by Messrs. Hursthouse and Lowe, who will explore the route to Waitara via the Stratford district. The rivers will be explored, and the way to Ngaruawahia along the east side of the country. Mr Rochfort believes the river to be navigable for canoes. Reports from various points indicate the practicability of the route and the natives are friendly. Great interest is being taken in the survey, and a strong party of natives will leave on Monday. The natives at Taupo are favourable to the road being made to the King country, so the survey may go through without opposition. xyxy=(11,563,138,778)
builders-text: TENDERS are invited up to noon on WEDNESDAY, the 17th, for the erection of a 6 roomed house for the undersigned. Labour only. Plans and specifications to be seen at my residence. xyxy=(286,419,414,462)
dinsdale-sign: GEORGE DINSDALE, & CO., The Square. xyxy=(860,306,966,324)
saddlery-heading: NEW SADDLERY ESTABLISHMENT, xyxy=(866,418,937,437)
boots-heading: BOOTS AND SHOES FOR THE MILLION!! xyxy=(839,784,965,792)
glorious-heading: GLORIOUS NEWS FOR MANAWATU! xyxy=(857,763,946,782)
bulls-yards-list: STEVENS and GORTON Will sell by Public Auction as above— 80 head 2 and 3-year-old steers, 50 head 2-year-old heifers, 12 head 2-year-old steers, 10 head 2-year-old mixed, 25 head mixed cattle, 25 good mixed yearlings, 20 yearling steers, 40 2-year-old steers, 120 fat wethers, 500 mixed hoggets, 50 ewe hoggets, Horses. 5 tons of first-class flour, in lots to suit purchasers. Sale at 1 o'clock. xyxy=(286,198,414,284)
column-7 xyxy=(833,24,971,1504)
billiards-address: Note the address— NEXT CLARENDON HOTEL, THE SQUARE, Palmerston North. xyxy=(706,830,821,845)
painter-heading: PAINTER, SIGN WRITER, GRAINER, HOUSE DECORATOR, AND PAPERHANGER. xyxy=(839,981,965,1010)
oroua-sign: CHARLES BRAY, Engineer to O. C. xyxy=(168,807,276,816)
shingles-sign: R. NIXON, Union Saw Mills, Makino. xyxy=(715,719,828,728)
